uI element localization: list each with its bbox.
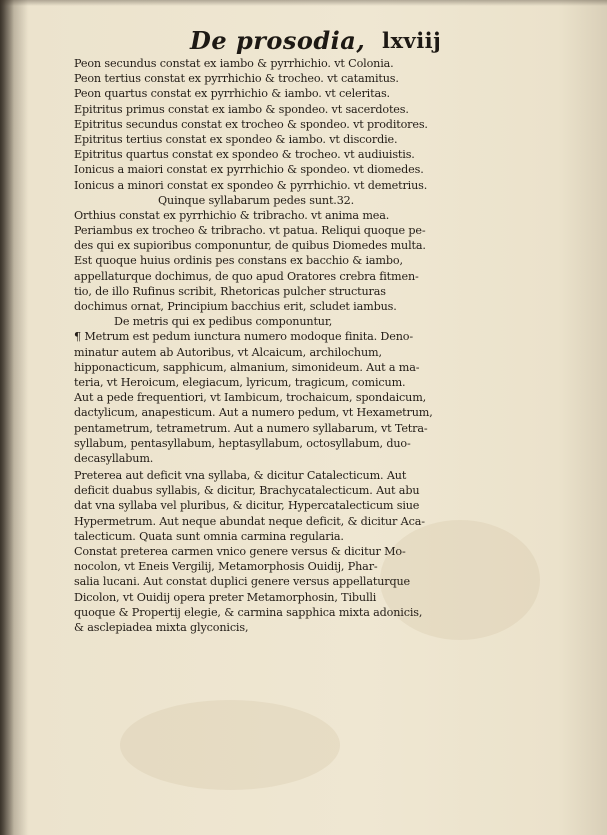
- text-line: Ionicus a maiori constat ex pyrrhichio & spondeo. vt diomedes.: [74, 163, 424, 177]
- text-line: nocolon, vt Eneis Vergilij, Metamorphosis Ouidij, Phar-: [74, 560, 378, 574]
- text-line: Orthius constat ex pyrrhichio & tribracho. vt anima mea.: [74, 208, 390, 222]
- folio-number: lxviij: [382, 28, 442, 53]
- text-line: Hypermetrum. Aut neque abundat neque deficit, & dicitur Aca-: [74, 514, 425, 528]
- text-line: Ionicus a minori constat ex spondeo & pyrrhichio. vt demetrius.: [74, 178, 428, 192]
- text-line: Est quoque huius ordinis pes constans ex bacchio & iambo,: [74, 254, 403, 268]
- text-line: & asclepiadea mixta glyconicis,: [74, 620, 249, 634]
- text-line: des qui ex supioribus componuntur, de quibus Diomedes multa.: [74, 239, 426, 253]
- text-line: Peon tertius constat ex pyrrhichio & trocheo. vt catamitus.: [74, 72, 399, 86]
- text-line: Dicolon, vt Ouidij opera preter Metamorphosin, Tibulli: [74, 590, 377, 604]
- text-line: dochimus ornat, Principium bacchius erit, scludet iambus.: [74, 300, 397, 313]
- text-line: dat vna syllaba vel pluribus, & dicitur, Hypercatalecticum siue: [74, 499, 420, 513]
- text-line: Epitritus secundus constat ex trocheo & spondeo. vt proditores.: [74, 117, 428, 131]
- text-line: talecticum. Quata sunt omnia carmina regularia.: [74, 529, 344, 543]
- text-line: Peon quartus constat ex pyrrhichio & iambo. vt celeritas.: [74, 87, 390, 101]
- text-line: dactylicum, anapesticum. Aut a numero pedum, vt Hexametrum,: [74, 406, 433, 420]
- text-line: Periambus ex trocheo & tribracho. vt patua. Reliqui quoque pe-: [74, 224, 426, 238]
- text-line: Constat preterea carmen vnico genere versus & dicitur Mo-: [74, 545, 406, 558]
- section-heading: Quinque syllabarum pedes sunt.32.: [158, 193, 355, 207]
- text-line: pentametrum, tetrametrum. Aut a numero syllabarum, vt Tetra-: [74, 421, 428, 435]
- text-line: decasyllabum.: [74, 451, 154, 465]
- text-line: tio, de illo Rufinus scribit, Rhetoricas pulcher structuras: [74, 284, 386, 298]
- text-line: deficit duabus syllabis, & dicitur, Brachycatalecticum. Aut abu: [74, 484, 420, 498]
- binding-gutter-shadow: [0, 0, 28, 835]
- page-header: [190, 26, 590, 56]
- text-line: salia lucani. Aut constat duplici genere versus appellaturque: [74, 575, 410, 589]
- text-line: appellaturque dochimus, de quo apud Oratores crebra fitmen-: [74, 269, 419, 283]
- text-line: ¶ Metrum est pedum iunctura numero modoque finita. Deno-: [74, 330, 413, 344]
- text-line: minatur autem ab Autoribus, vt Alcaicum, archilochum,: [74, 345, 382, 359]
- page-top-edge: [0, 0, 607, 6]
- paper-stain: [120, 700, 340, 790]
- text-line: quoque & Propertij elegie, & carmina sapphica mixta adonicis,: [74, 605, 423, 619]
- text-line: Epitritus tertius constat ex spondeo & iambo. vt discordie.: [74, 132, 398, 146]
- text-line: Epitritus quartus constat ex spondeo & trocheo. vt audiuistis.: [74, 148, 415, 162]
- text-line: syllabum, pentasyllabum, heptasyllabum, octosyllabum, duo-: [74, 436, 411, 450]
- text-line: hipponacticum, sapphicum, almanium, simonideum. Aut a ma-: [74, 360, 420, 374]
- text-line: Preterea aut deficit vna syllaba, & dicitur Catalecticum. Aut: [74, 469, 407, 483]
- text-line: Peon secundus constat ex iambo & pyrrhichio. vt Colonia.: [74, 57, 394, 70]
- running-head: De prosodia,: [190, 26, 366, 55]
- text-line: Aut a pede frequentiori, vt Iambicum, trochaicum, spondaicum,: [74, 391, 427, 405]
- text-line: teria, vt Heroicum, elegiacum, lyricum, tragicum, comicum.: [74, 375, 406, 389]
- text-block: [74, 56, 462, 635]
- text-line: Epitritus primus constat ex iambo & spondeo. vt sacerdotes.: [74, 102, 409, 116]
- section-heading: De metris qui ex pedibus componuntur,: [114, 315, 333, 329]
